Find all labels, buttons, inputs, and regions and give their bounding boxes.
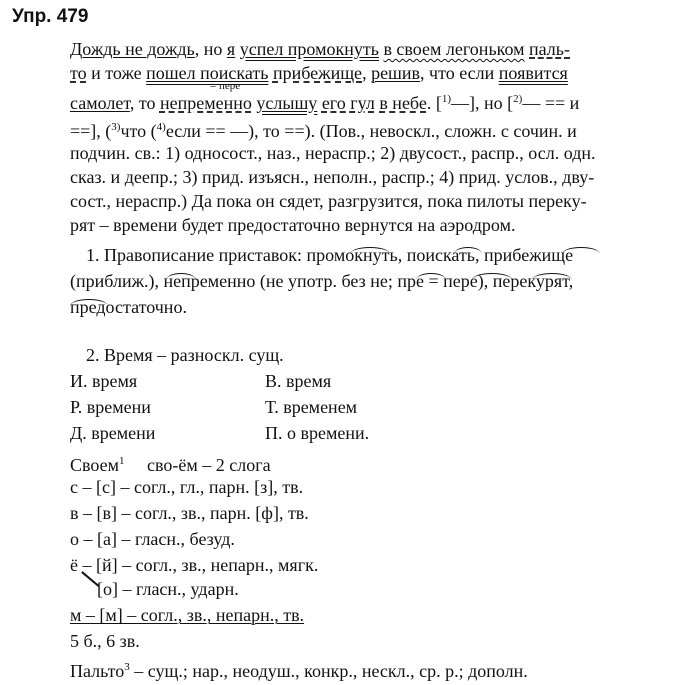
analysis-line-6: сказ. и деепр.; 3) прид. изъясн., неполн., распр.; 4) прид. услов., дву- <box>70 167 595 187</box>
phonetic-row: о – [а] – гласн., безуд. <box>70 529 235 549</box>
analysis-line-7: сост., нераспр.) Да пока он сядет, разгрузится, пока пилоты переку- <box>70 191 587 211</box>
sound-count: 5 б., 6 зв. <box>70 631 140 651</box>
sentence-line-3: самолет, то непременно услышу его гул в небе. [$^{1)}$—], но [$^{2)}$— == и <box>70 93 580 113</box>
gerund: решив <box>371 63 421 83</box>
sentence-line-2: то и тоже пошел поискать прибежище, решив, что если появится <box>70 63 568 83</box>
prefix-arc-1 <box>350 247 390 254</box>
predicate-3: появится <box>498 63 568 83</box>
predicate-phrase: успел промокнуть <box>239 39 379 59</box>
phonetic-row: м – [м] – согл., зв., непарн., тв. <box>70 605 305 625</box>
attribute-phrase: в своем легоньком <box>383 39 525 59</box>
prefix-arc-8 <box>70 299 108 306</box>
object-word: паль- <box>529 39 570 59</box>
noun-declension-heading: 2. Время – разноскл. сущ. <box>86 345 284 365</box>
prefix-spelling-line-3: предостаточно. <box>70 297 187 317</box>
subject-word: я <box>226 39 236 59</box>
analysis-line-5: подчин. св.: 1) односост., наз., нераспр.; 2) двусост., распр., осл. одн. <box>70 143 596 163</box>
morph-analysis-line: Пальто$^3$ – сущ.; нар., неодуш., конкр., нескл., ср. р.; дополн. <box>70 661 528 681</box>
subject-phrase: Дождь не дождь <box>70 39 195 59</box>
prefix-arc-4 <box>166 273 196 280</box>
prefix-arc-6 <box>472 273 512 280</box>
phonetic-row: в – [в] – согл., зв., парн. [ф], тв. <box>70 503 309 523</box>
prefix-spelling-line-2: (приближ.), непременно (не употр. без не; пре = пере), перекурят, <box>70 271 574 291</box>
phonetic-heading: Своем$^1$ сво-ём – 2 слога <box>70 455 271 475</box>
phonetic-row: [о] – гласн., ударн. <box>70 579 239 599</box>
prefix-arc-3 <box>562 247 600 254</box>
prefix-note: = пере <box>210 80 241 92</box>
prefix-arc-2 <box>454 247 482 254</box>
analysis-line-8: рят – времени будет предостаточно вернутся на аэродром. <box>70 215 516 235</box>
exercise-title: Упр. 479 <box>12 6 89 27</box>
prefix-spelling-line-1: 1. Правописание приставок: промокнуть, поискать, прибежище <box>86 245 574 265</box>
prefix-arc-5 <box>416 273 446 280</box>
phonetic-row: с – [с] – согл., гл., парн. [з], тв. <box>70 477 304 497</box>
prefix-arc-7 <box>532 273 572 280</box>
textbook-page: Упр. 479 Дождь не дождь, но я успел промокнуть в своем легоньком паль- то и тоже пошел поискать прибежище, решив, что если появится = пере самолет, то непременно услышу его гул в небе. [$^{1)}$—], но [$^{2)}$— == и ==], ($^{3)}$что ($^{4)}$если == —), то ==). (Пов., невоскл., сложн. с сочин. и подчин. св.: 1) односост., наз., нераспр.; 2) двусост., распр., осл. одн. сказ. и деепр.; 3) прид. изъясн., неполн., распр.; 4) прид. услов., дву- сост., нераспр.) Да пока он сядет, разгрузится, пока пилоты переку- рят – времени будет предостаточно вернутся на аэродром. 1. Правописание приставок: промокнуть, поискать, прибежище (приближ.), непременно (не употр. без не; пре = пере), перекурят, предостаточно. 2. Время – разноскл. сущ. И. время В. время Р. времени Т. временем Д. времени П. о времени. Своем$^1$ сво-ём – 2 слога с – [с] – согл., гл., парн. [з], тв. в – [в] – согл., зв., парн. [ф], тв. о – [а] – гласн., безуд. ё – [й] – согл., зв., непарн., мягк. [о] – гласн., ударн. м – [м] – согл., зв., непарн., тв. 5 б., 6 зв. Пальто$^3$ – сущ.; нар., неодуш., конкр., нескл., ср. р.; дополн. <box>0 0 700 685</box>
object-2: прибежище <box>272 63 363 83</box>
predicate-2: пошел поискать <box>146 63 269 83</box>
phonetic-row: ё – [й] – согл., зв., непарн., мягк. <box>70 555 319 575</box>
sentence-line-1: Дождь не дождь, но я успел промокнуть в своем легоньком паль- <box>70 39 570 59</box>
scheme-line: ==], ($^{3)}$что ($^{4)}$если == —), то ==). (Пов., невоскл., сложн. с сочин. и <box>70 121 577 141</box>
